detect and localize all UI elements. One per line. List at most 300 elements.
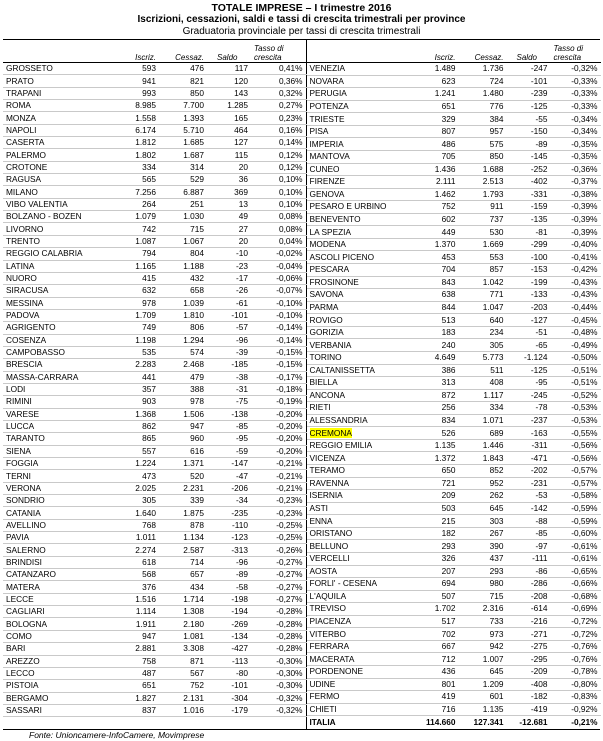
province-cell: TRENTO — [3, 235, 111, 247]
saldo-cell: -47 — [207, 470, 251, 482]
cess-cell: 574 — [159, 346, 207, 358]
table-row — [3, 223, 306, 235]
province-cell: GORIZIA — [307, 326, 411, 339]
iscr-cell: 1.827 — [111, 692, 159, 704]
iscr-cell: 1.911 — [111, 618, 159, 630]
cess-cell: 1.669 — [459, 238, 507, 251]
province-cell: LIVORNO — [3, 223, 111, 235]
iscr-cell: 947 — [111, 630, 159, 642]
cess-cell: 1.188 — [159, 260, 207, 272]
table-row — [3, 309, 306, 321]
saldo-cell: -216 — [507, 615, 551, 628]
left-header-row — [3, 40, 306, 63]
saldo-cell: -39 — [207, 346, 251, 358]
tasso-cell: -0,42% — [551, 264, 601, 277]
province-cell: BRINDISI — [3, 556, 111, 568]
iscr-cell: 449 — [411, 226, 459, 239]
iscr-cell: 293 — [411, 540, 459, 553]
cess-cell: 1.810 — [159, 309, 207, 321]
saldo-cell: -101 — [507, 75, 551, 88]
cess-cell: 511 — [459, 364, 507, 377]
table-row — [307, 289, 601, 302]
province-cell: CHIETI — [307, 703, 411, 716]
table-row — [3, 692, 306, 704]
tasso-cell: -0,72% — [551, 615, 601, 628]
saldo-cell: -101 — [207, 309, 251, 321]
tasso-cell: -0,27% — [251, 593, 306, 605]
saldo-cell: -113 — [207, 655, 251, 667]
table-row — [3, 124, 306, 136]
cess-cell: 850 — [459, 150, 507, 163]
tasso-cell: -0,32% — [251, 704, 306, 716]
iscr-cell: 993 — [111, 87, 159, 99]
tasso-cell: 0,32% — [251, 87, 306, 99]
province-cell: TRIESTE — [307, 113, 411, 126]
saldo-cell: -275 — [507, 640, 551, 653]
province-cell: BOLZANO - BOZEN — [3, 211, 111, 223]
province-cell: RIETI — [307, 402, 411, 415]
iscr-cell: 329 — [411, 113, 459, 126]
tasso-cell: -0,40% — [551, 238, 601, 251]
province-cell: SAVONA — [307, 289, 411, 302]
left-table — [3, 40, 307, 729]
tasso-header: Tasso di crescita — [551, 40, 601, 63]
saldo-cell: -57 — [207, 322, 251, 334]
iscr-cell: 1.802 — [111, 149, 159, 161]
cess-cell: 658 — [159, 285, 207, 297]
total-tasso: -0,21% — [571, 716, 598, 727]
province-cell: NOVARA — [307, 75, 411, 88]
province-cell: BIELLA — [307, 377, 411, 390]
cess-cell: 1.134 — [159, 532, 207, 544]
iscr-cell: 2.274 — [111, 544, 159, 556]
iscr-cell: 436 — [411, 666, 459, 679]
cess-cell: 575 — [459, 138, 507, 151]
iscr-cell: 2.025 — [111, 482, 159, 494]
saldo-cell: -427 — [207, 643, 251, 655]
province-cell: MACERATA — [307, 653, 411, 666]
cess-cell: 911 — [459, 201, 507, 214]
iscr-cell: 565 — [111, 174, 159, 186]
saldo-cell: -402 — [507, 176, 551, 189]
province-cell: ORISTANO — [307, 527, 411, 540]
province-cell: MANTOVA — [307, 150, 411, 163]
table-row — [307, 276, 601, 289]
table-row — [307, 540, 601, 553]
tasso-cell: -0,23% — [251, 507, 306, 519]
tasso-cell: -0,72% — [551, 628, 601, 641]
cess-cell: 1.294 — [159, 334, 207, 346]
table-row — [3, 272, 306, 284]
province-cell: CAMPOBASSO — [3, 346, 111, 358]
cess-cell: 942 — [459, 640, 507, 653]
saldo-cell: -95 — [507, 377, 551, 390]
cess-cell: 806 — [159, 322, 207, 334]
province-cell: GROSSETO — [3, 63, 111, 75]
right-table-body — [307, 63, 601, 729]
table-row — [307, 226, 601, 239]
tasso-cell: -0,19% — [251, 396, 306, 408]
iscr-cell: 256 — [411, 402, 459, 415]
table-row — [3, 618, 306, 630]
report-title: TOTALE IMPRESE – I trimestre 2016 — [211, 2, 392, 14]
saldo-cell: 117 — [207, 63, 251, 75]
table-row — [3, 519, 306, 531]
province-cell: PRATO — [3, 75, 111, 87]
iscr-cell: 568 — [111, 569, 159, 581]
iscr-cell: 1.079 — [111, 211, 159, 223]
province-cell: CROTONE — [3, 161, 111, 173]
cess-cell: 2.513 — [459, 176, 507, 189]
tasso-cell: -0,53% — [551, 402, 601, 415]
cess-cell: 1.371 — [159, 458, 207, 470]
iscr-cell: 807 — [411, 125, 459, 138]
tasso-cell: -0,60% — [551, 527, 601, 540]
table-row — [307, 439, 601, 452]
tasso-cell: -0,28% — [251, 643, 306, 655]
tasso-cell: -0,07% — [251, 285, 306, 297]
tasso-cell: -0,33% — [551, 88, 601, 101]
cess-cell: 305 — [459, 339, 507, 352]
table-row — [307, 666, 601, 679]
table-row — [3, 174, 306, 186]
cess-cell: 645 — [459, 502, 507, 515]
province-cell: ROVIGO — [307, 314, 411, 327]
iscr-cell: 183 — [411, 326, 459, 339]
saldo-cell: 36 — [207, 174, 251, 186]
table-row — [307, 590, 601, 603]
tasso-cell: -0,02% — [251, 248, 306, 260]
province-cell: LATINA — [3, 260, 111, 272]
empty-cell — [3, 717, 111, 729]
table-row — [3, 680, 306, 692]
iscr-cell: 638 — [411, 289, 459, 302]
table-row — [307, 628, 601, 641]
cess-cell: 737 — [459, 213, 507, 226]
saldo-header: Saldo — [207, 40, 251, 63]
table-row — [307, 201, 601, 214]
tasso-cell: -0,43% — [551, 276, 601, 289]
iscr-cell: 694 — [411, 578, 459, 591]
table-row — [3, 470, 306, 482]
table-row — [3, 63, 306, 75]
tasso-cell: -0,36% — [551, 163, 601, 176]
table-row — [307, 515, 601, 528]
cess-cell: 1.685 — [159, 137, 207, 149]
cess-cell: 520 — [159, 470, 207, 482]
tasso-cell: 0,10% — [251, 174, 306, 186]
iscr-cell: 602 — [411, 213, 459, 226]
total-saldo: -12.681 — [519, 716, 548, 727]
iscr-cell: 1.558 — [111, 112, 159, 124]
province-cell: CALTANISSETTA — [307, 364, 411, 377]
table-row — [307, 578, 601, 591]
saldo-cell: -89 — [207, 569, 251, 581]
tasso-cell: 0,08% — [251, 211, 306, 223]
cess-cell: 640 — [459, 314, 507, 327]
iscr-cell: 415 — [111, 272, 159, 284]
cess-cell: 1.007 — [459, 653, 507, 666]
iscr-cell: 557 — [111, 445, 159, 457]
report-subtitle: Iscrizioni, cessazioni, saldi e tassi di crescita trimestrali per province — [137, 14, 466, 25]
saldo-cell: -101 — [207, 680, 251, 692]
saldo-cell: 127 — [207, 137, 251, 149]
saldo-cell: -17 — [207, 272, 251, 284]
saldo-cell: -85 — [507, 527, 551, 540]
cess-cell: 752 — [159, 680, 207, 692]
province-cell: NUORO — [3, 272, 111, 284]
cess-cell: 2.131 — [159, 692, 207, 704]
saldo-cell: -150 — [507, 125, 551, 138]
province-cell: VERONA — [3, 482, 111, 494]
tasso-cell: -0,28% — [251, 618, 306, 630]
saldo-cell: -313 — [207, 544, 251, 556]
table-row — [3, 643, 306, 655]
cess-cell: 715 — [159, 223, 207, 235]
iscr-cell: 702 — [411, 628, 459, 641]
table-row — [307, 314, 601, 327]
saldo-cell: -237 — [507, 414, 551, 427]
total-row — [307, 716, 601, 729]
saldo-cell: -135 — [507, 213, 551, 226]
table-row — [307, 552, 601, 565]
tasso-cell: -0,45% — [551, 314, 601, 327]
saldo-cell: -111 — [507, 552, 551, 565]
province-cell: LUCCA — [3, 420, 111, 432]
iscr-cell: 1.011 — [111, 532, 159, 544]
province-cell: BERGAMO — [3, 692, 111, 704]
province-cell: AOSTA — [307, 565, 411, 578]
saldo-cell: -78 — [507, 402, 551, 415]
province-cell: TREVISO — [307, 603, 411, 616]
table-row — [3, 445, 306, 457]
saldo-header: Saldo — [507, 40, 551, 63]
saldo-cell: -247 — [507, 63, 551, 76]
tasso-cell: -0,04% — [251, 260, 306, 272]
iscr-cell: 207 — [411, 565, 459, 578]
province-header — [307, 40, 411, 63]
cess-cell: 1.736 — [459, 63, 507, 76]
cess-cell: 947 — [159, 420, 207, 432]
saldo-cell: -142 — [507, 502, 551, 515]
iscr-cell: 837 — [111, 704, 159, 716]
tasso-cell: -0,25% — [251, 519, 306, 531]
iscr-cell: 844 — [411, 301, 459, 314]
iscr-cell: 7.256 — [111, 186, 159, 198]
saldo-cell: 165 — [207, 112, 251, 124]
cess-cell: 973 — [459, 628, 507, 641]
table-row — [307, 251, 601, 264]
saldo-cell: 20 — [207, 161, 251, 173]
tasso-cell: 0,23% — [251, 112, 306, 124]
saldo-cell: -299 — [507, 238, 551, 251]
iscr-cell: 507 — [411, 590, 459, 603]
table-row — [307, 364, 601, 377]
table-row — [3, 606, 306, 618]
tasso-cell: -0,27% — [251, 556, 306, 568]
table-row — [307, 326, 601, 339]
cess-cell: 715 — [459, 590, 507, 603]
saldo-cell: -252 — [507, 163, 551, 176]
cess-cell: 5.710 — [159, 124, 207, 136]
province-cell: SALERNO — [3, 544, 111, 556]
iscr-header: Iscriz. — [111, 40, 159, 63]
iscr-cell: 1.198 — [111, 334, 159, 346]
saldo-cell: -96 — [207, 334, 251, 346]
saldo-cell: -31 — [207, 383, 251, 395]
cess-header: Cessaz. — [159, 40, 207, 63]
table-row — [3, 100, 306, 112]
cess-cell: 1.042 — [459, 276, 507, 289]
tasso-cell: 0,12% — [251, 149, 306, 161]
province-cell: SASSARI — [3, 704, 111, 716]
saldo-cell: -97 — [507, 540, 551, 553]
saldo-cell: 20 — [207, 235, 251, 247]
tasso-cell: -0,20% — [251, 408, 306, 420]
tasso-cell: 0,04% — [251, 235, 306, 247]
cess-cell: 724 — [459, 75, 507, 88]
cess-cell: 432 — [159, 272, 207, 284]
province-cell: SONDRIO — [3, 495, 111, 507]
saldo-cell: -199 — [507, 276, 551, 289]
cess-cell: 1.793 — [459, 188, 507, 201]
province-cell: FIRENZE — [307, 176, 411, 189]
table-row — [3, 704, 306, 716]
province-cell: NAPOLI — [3, 124, 111, 136]
iscr-cell: 473 — [111, 470, 159, 482]
table-row — [3, 408, 306, 420]
saldo-cell: -123 — [207, 532, 251, 544]
cess-header: Cessaz. — [459, 40, 507, 63]
province-cell: PERUGIA — [307, 88, 411, 101]
iscr-cell: 357 — [111, 383, 159, 395]
table-row — [307, 75, 601, 88]
tasso-cell: -0,34% — [551, 125, 601, 138]
tasso-cell: -0,41% — [551, 251, 601, 264]
table-row — [307, 678, 601, 691]
tasso-cell: -0,21% — [251, 470, 306, 482]
tasso-cell: -0,59% — [551, 502, 601, 515]
saldo-cell: -304 — [207, 692, 251, 704]
table-row — [307, 703, 601, 716]
saldo-cell: -209 — [507, 666, 551, 679]
cess-cell: 529 — [159, 174, 207, 186]
tasso-cell: -0,51% — [551, 364, 601, 377]
cess-cell: 2.587 — [159, 544, 207, 556]
tasso-cell: -0,25% — [251, 532, 306, 544]
tasso-cell: -0,51% — [551, 377, 601, 390]
tasso-cell: 0,36% — [251, 75, 306, 87]
tasso-cell: -0,10% — [251, 297, 306, 309]
province-cell: VARESE — [3, 408, 111, 420]
iscr-cell: 903 — [111, 396, 159, 408]
saldo-cell: -59 — [207, 445, 251, 457]
table-row — [307, 264, 601, 277]
saldo-cell: 1.285 — [207, 100, 251, 112]
table-row — [3, 569, 306, 581]
province-cell: ANCONA — [307, 389, 411, 402]
iscr-cell: 215 — [411, 515, 459, 528]
tasso-cell: -0,56% — [551, 452, 601, 465]
table-row — [3, 322, 306, 334]
cess-cell: 689 — [459, 427, 507, 440]
tasso-cell: -0,61% — [551, 540, 601, 553]
table-row — [3, 186, 306, 198]
cess-cell: 1.714 — [159, 593, 207, 605]
iscr-cell: 749 — [111, 322, 159, 334]
cess-cell: 7.700 — [159, 100, 207, 112]
table-row — [307, 465, 601, 478]
iscr-cell: 503 — [411, 502, 459, 515]
iscr-cell: 1.516 — [111, 593, 159, 605]
tasso-header: Tasso di crescita — [251, 40, 306, 63]
cess-cell: 616 — [159, 445, 207, 457]
province-cell: REGGIO EMILIA — [307, 439, 411, 452]
table-row — [3, 334, 306, 346]
cess-cell: 334 — [459, 402, 507, 415]
tasso-cell: -0,57% — [551, 477, 601, 490]
cess-cell: 1.875 — [159, 507, 207, 519]
table-row — [3, 285, 306, 297]
tasso-cell: -0,65% — [551, 565, 601, 578]
titles — [3, 0, 600, 38]
province-cell: ROMA — [3, 100, 111, 112]
table-row — [3, 346, 306, 358]
tasso-cell: -0,56% — [551, 439, 601, 452]
province-cell: POTENZA — [307, 100, 411, 113]
province-cell: PALERMO — [3, 149, 111, 161]
cess-cell: 878 — [159, 519, 207, 531]
tasso-cell: 0,10% — [251, 186, 306, 198]
province-cell: CUNEO — [307, 163, 411, 176]
province-cell: AVELLINO — [3, 519, 111, 531]
cess-cell: 952 — [459, 477, 507, 490]
saldo-cell: -408 — [507, 678, 551, 691]
cess-cell: 262 — [459, 490, 507, 503]
province-cell: PARMA — [307, 301, 411, 314]
saldo-cell: -34 — [207, 495, 251, 507]
cess-cell: 5.773 — [459, 351, 507, 364]
saldo-cell: -1.124 — [507, 351, 551, 364]
iscr-cell: 517 — [411, 615, 459, 628]
saldo-cell: 120 — [207, 75, 251, 87]
empty-cell — [207, 717, 251, 729]
saldo-cell: -51 — [507, 326, 551, 339]
tasso-cell: -0,78% — [551, 666, 601, 679]
tasso-cell: -0,58% — [551, 490, 601, 503]
province-cell: FERMO — [307, 691, 411, 704]
iscr-cell: 1.436 — [411, 163, 459, 176]
table-row — [307, 565, 601, 578]
tasso-cell: -0,23% — [251, 495, 306, 507]
province-cell: CATANZARO — [3, 569, 111, 581]
saldo-cell: -286 — [507, 578, 551, 591]
cess-cell: 1.446 — [459, 439, 507, 452]
iscr-cell: 1.372 — [411, 452, 459, 465]
saldo-cell: -85 — [207, 420, 251, 432]
tasso-cell: -0,55% — [551, 427, 601, 440]
cess-cell: 1.067 — [159, 235, 207, 247]
cess-cell: 1.117 — [459, 389, 507, 402]
saldo-cell: -163 — [507, 427, 551, 440]
saldo-cell: -75 — [207, 396, 251, 408]
saldo-cell: -269 — [207, 618, 251, 630]
saldo-cell: 115 — [207, 149, 251, 161]
province-cell: UDINE — [307, 678, 411, 691]
table-row — [307, 527, 601, 540]
iscr-cell: 618 — [111, 556, 159, 568]
table-row — [307, 213, 601, 226]
